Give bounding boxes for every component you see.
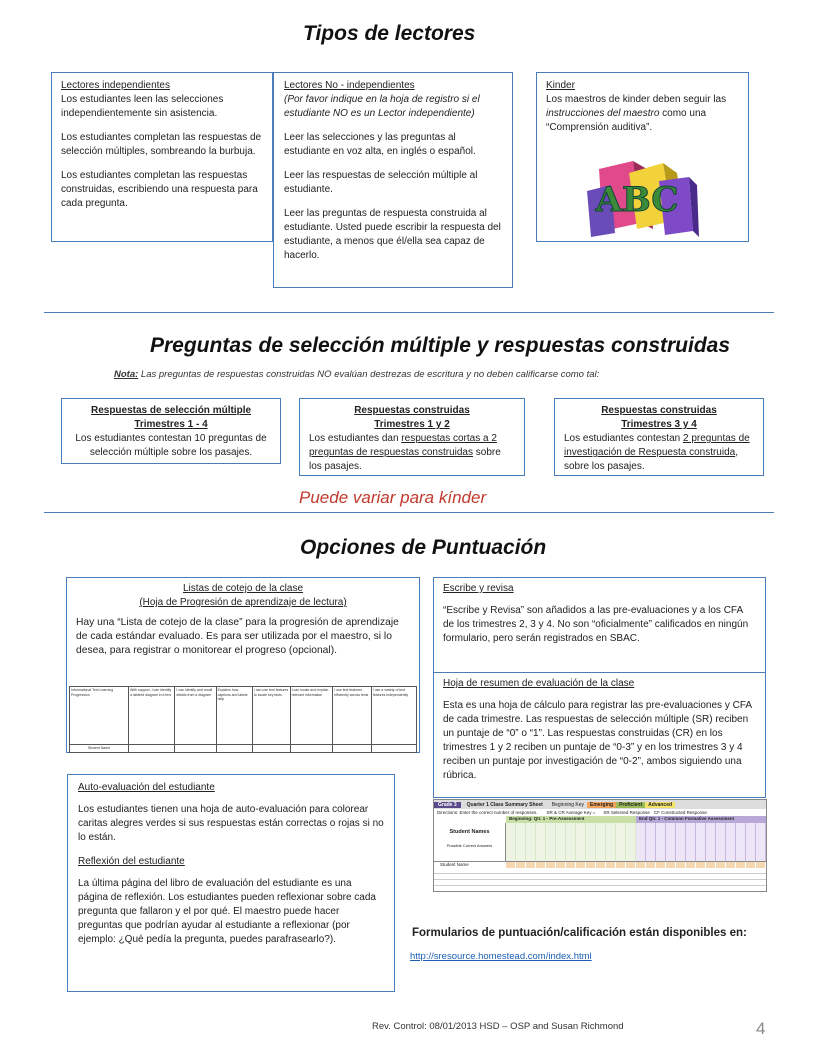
- note-line: [114, 369, 599, 380]
- title-scoring: Opciones de Puntuación: [300, 536, 547, 559]
- reflection-text: La última página del libro de evaluación del estudiante es una página de reflexión. Los estudiantes pueden reflexionar sobre cada pregunta que fallaron y el por qué. El maestro puede hacer preguntas que podrían ayudar al estudiante a reflexionar (por ejemplo: ¿Qué pedía la pregunta, puedes parafrasearlo?).: [78, 878, 376, 945]
- cr34-heading2: Trimestres 3 y 4: [621, 419, 697, 430]
- class-checklist-box: [66, 577, 420, 753]
- cr12-heading2: Trimestres 1 y 2: [374, 419, 450, 430]
- cr12-box: [299, 398, 525, 476]
- reflection-heading: Reflexión del estudiante: [78, 856, 185, 867]
- forms-link[interactable]: http://sresource.homestead.com/index.html: [410, 951, 592, 962]
- independent-heading: Lectores independientes: [61, 80, 170, 91]
- summary-heading: Hoja de resumen de evaluación de la clase: [443, 678, 635, 689]
- mc-heading1: Respuestas de selección múltiple: [90, 405, 252, 416]
- nonindependent-heading: Lectores No - independientes: [284, 80, 415, 91]
- nonindependent-readers-box: [273, 72, 513, 288]
- abc-letters: ABC: [595, 180, 679, 220]
- cr12-text: Los estudiantes dan respuestas cortas a 2 preguntas de respuestas construidas sobre los pasajes.: [309, 433, 501, 472]
- selfeval-heading: Auto-evaluación del estudiante: [78, 782, 215, 793]
- nonindependent-p1: Leer las selecciones y las preguntas al estudiante en voz alta, en inglés o español.: [284, 132, 476, 157]
- mc-heading2: Trimestres 1 - 4: [134, 419, 208, 430]
- checklist-heading1: Listas de cotejo de la clase: [182, 583, 304, 594]
- mc-text: Los estudiantes contestan 10 preguntas de selección múltiple sobre los pasajes.: [75, 433, 267, 458]
- kinder-variation-note: Puede variar para kínder: [299, 488, 487, 507]
- forms-availability-text: Formularios de puntuación/calificación están disponibles en:: [412, 927, 747, 939]
- independent-p1: Los estudiantes leen las selecciones independientemente sin asistencia.: [61, 94, 224, 119]
- title-reader-types: Tipos de lectores: [303, 22, 476, 45]
- summary-sheet-thumbnail: Grade 3 Quarter 1 Class Summary Sheet Beginning Key Emerging Proficient Advanced Directions: Enter the correct number of responses. SR & CR Average Key = SR Selected Response CF Constructed Response Beginning: Qtr. 1 - Pre-Assessment End Qtr. 1 - Common Formative Assessment Student Names Possible Correct Answers Student Name: [433, 799, 767, 892]
- nonindependent-p2: Leer las respuestas de selección múltiple al estudiante.: [284, 170, 478, 195]
- cr34-text: Los estudiantes contestan 2 preguntas de investigación de Respuesta construida, sobre los pasajes.: [564, 433, 750, 472]
- selfeval-text: Los estudiantes tienen una hoja de auto-evaluación para colorear caritas alegres verdes si sus respuestas están correctas o rojas si no lo están.: [78, 804, 384, 843]
- kinder-heading: Kinder: [546, 80, 575, 91]
- kinder-text: Los maestros de kinder deben seguir las instrucciones del maestro como una “Comprensión auditiva”.: [546, 94, 727, 133]
- write-revise-box: [433, 577, 766, 673]
- divider-2: [44, 512, 774, 513]
- nonindependent-note: (Por favor indique en la hoja de registro si el estudiante NO es un Lector independiente): [284, 94, 480, 119]
- cr34-box: [554, 398, 764, 476]
- independent-readers-box: [51, 72, 273, 242]
- cr12-heading1: Respuestas construidas: [354, 405, 470, 416]
- summary-sheet-box: [433, 672, 766, 798]
- page-number: 4: [756, 1019, 766, 1038]
- abc-blocks-illustration: [581, 151, 701, 239]
- write-revise-text: “Escribe y Revisa” son añadidos a las pre-evaluaciones y a los CFA de los trimestres 2, 3 y 4. No son “oficialmente” calificados en ningún formulario, pero serán registrados en SBAC.: [443, 605, 749, 644]
- cr34-heading1: Respuestas construidas: [601, 405, 717, 416]
- checklist-thumbnail-table: Informational Text Learning Progression With support, I can identify a labeled diagram in a text I can identify and recall details from a diagram Explains how captions and labels help I can use text features to locate key facts I can locate and explain relevant information I use text features efficiently across texts I use a variety of text features independently Student Name: [69, 686, 417, 753]
- divider-1: [44, 312, 774, 313]
- note-label: Nota:: [114, 369, 139, 380]
- write-revise-heading: Escribe y revisa: [443, 583, 514, 594]
- checklist-text: Hay una “Lista de cotejo de la clase” para la progresión de aprendizaje de cada estándar evaluado. Es para ser utilizada por el maestro, si lo desea, para registrar o monitorear el progreso (opcional).: [76, 617, 399, 656]
- note-text: Las preguntas de respuestas construidas NO evalúan destrezas de escritura y no deben calificarse como tal:: [138, 369, 600, 380]
- independent-p3: Los estudiantes completan las respuestas construidas, escribiendo una respuesta para cada pregunta.: [61, 170, 258, 209]
- summary-text: Esta es una hoja de cálculo para registrar las pre-evaluaciones y CFA de cada trimestre. Las respuestas de selección múltiple (SR) reciben un puntaje de “0” o “1”. Las respuestas construidas (CR) en los trimestres 1 y 2 reciben un puntaje de “0-3” y en los trimestres 3 y 4 reciben un puntaje por investigación de “0-2”, ambos siguiendo una rúbrica.: [443, 700, 752, 781]
- footer-revision: Rev. Control: 08/01/2013 HSD – OSP and Susan Richmond: [372, 1021, 624, 1032]
- mc-trimesters-box: [61, 398, 281, 464]
- checklist-heading2: (Hoja de Progresión de aprendizaje de lectura): [139, 597, 347, 608]
- title-mc-cr: Preguntas de selección múltiple y respuestas construidas: [150, 334, 731, 357]
- independent-p2: Los estudiantes completan las respuestas de selección múltiples, sombreando la burbuja.: [61, 132, 262, 157]
- self-evaluation-box: [67, 774, 395, 992]
- kinder-box: [536, 72, 749, 242]
- nonindependent-p3: Leer las preguntas de respuesta construida al estudiante. Usted puede escribir la respuesta del estudiante, a menos que él/ella sea capaz de hacerlo.: [284, 208, 501, 261]
